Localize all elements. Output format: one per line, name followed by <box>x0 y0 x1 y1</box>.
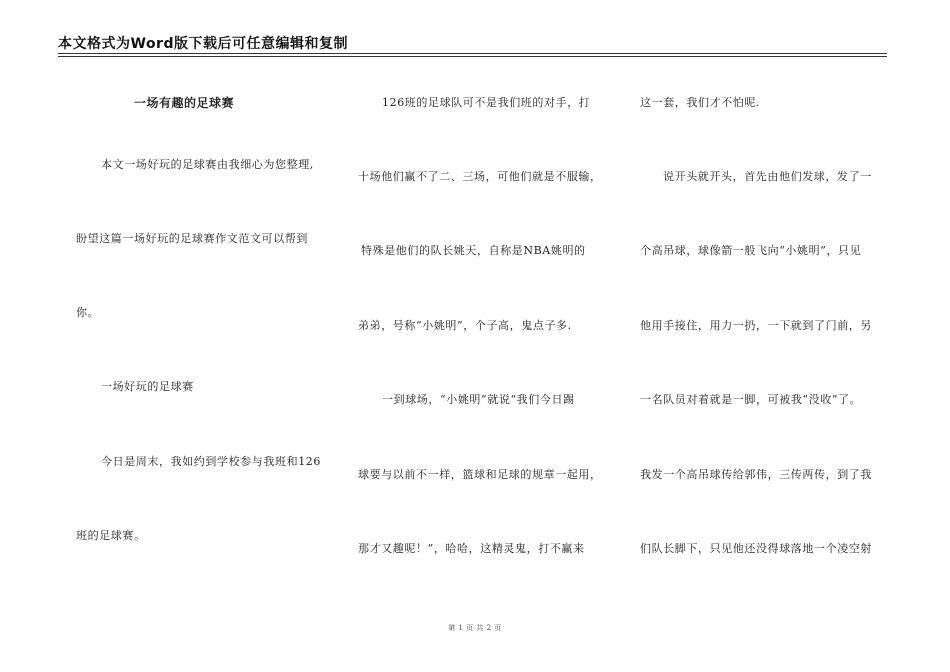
page-number: 第 1 页 共 2 页 <box>448 624 502 632</box>
paragraph-line: 班的足球赛。 <box>76 529 146 542</box>
paragraph-line: 盼望这篇一场好玩的足球赛作文范文可以帮到 <box>76 232 308 245</box>
paragraph-line: 一场好玩的足球赛 <box>101 380 194 393</box>
paragraph-line: 个高吊球，球像箭一般飞向“小姚明”，只见 <box>640 244 862 257</box>
paragraph-line: 一到球场，“小姚明”就说“我们今日踢 <box>382 393 575 406</box>
paragraph-line: 我发一个高吊球传给郭伟，三传两传，到了我 <box>640 468 872 481</box>
document-header: 本文格式为Word版下载后可任意编辑和复制 <box>58 36 348 52</box>
paragraph-line: 他用手接住，用力一扔，一下就到了门前，另 <box>640 319 872 332</box>
header-rule-top <box>58 53 887 54</box>
header-rule-bottom <box>58 56 887 57</box>
paragraph-line: 说开头就开头，首先由他们发球，发了一 <box>663 170 872 183</box>
paragraph-line: 那才又趣呢！”，哈哈，这精灵鬼，打不赢来 <box>358 542 585 555</box>
article-title: 一场有趣的足球赛 <box>134 96 235 110</box>
paragraph-line: 你。 <box>76 306 100 319</box>
paragraph-line: 们队长脚下，只见他还没得球落地一个凌空射 <box>640 542 872 555</box>
paragraph-line: 弟弟，号称“小姚明”，个子高，鬼点子多. <box>358 319 572 332</box>
paragraph-line: 十场他们赢不了二、三场，可他们就是不服输， <box>358 170 602 183</box>
paragraph-line: 球要与以前不一样，篮球和足球的规章一起用， <box>358 468 602 481</box>
paragraph-line: 这一套，我们才不怕呢. <box>640 96 761 109</box>
paragraph-line: 今日是周末，我如约到学校参与我班和126 <box>101 455 321 468</box>
paragraph-line: 126班的足球队可不是我们班的对手，打 <box>382 96 591 109</box>
paragraph-line: 特殊是他们的队长姚天，自称是NBA姚明的 <box>361 244 586 257</box>
paragraph-line: 一名队员对着就是一脚，可被我“没收”了。 <box>640 393 862 406</box>
paragraph-line: 本文一场好玩的足球赛由我细心为您整理, <box>101 158 314 171</box>
